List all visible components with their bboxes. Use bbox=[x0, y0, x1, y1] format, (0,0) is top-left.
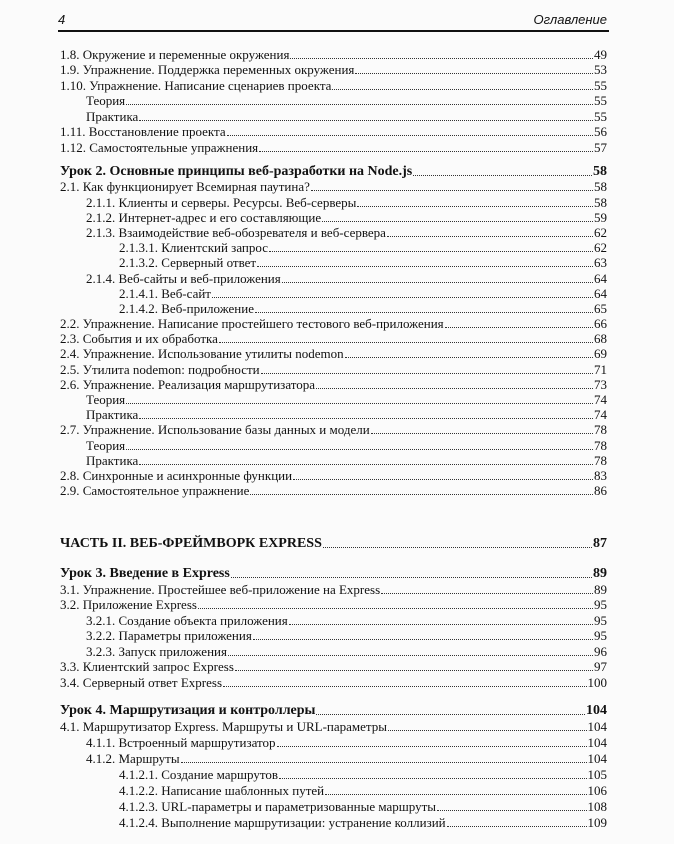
toc-entry-page: 65 bbox=[594, 300, 607, 316]
toc-entry-page: 78 bbox=[594, 452, 607, 468]
toc-entry-page: 83 bbox=[594, 467, 607, 483]
toc-entry[interactable] bbox=[60, 286, 607, 301]
toc-heading[interactable] bbox=[60, 564, 607, 581]
dot-leader bbox=[235, 670, 593, 671]
toc-entry-title: 2.8. Синхронные и асинхронные функции bbox=[60, 467, 293, 483]
toc-entry[interactable] bbox=[60, 108, 607, 124]
toc-entry-page: 59 bbox=[594, 209, 607, 225]
toc-entry-title: 2.7. Упражнение. Использование базы данных и модели bbox=[60, 422, 370, 438]
toc-entry-title: 2.9. Самостоятельное упражнение bbox=[60, 483, 250, 499]
running-title: Оглавление bbox=[533, 12, 607, 27]
toc-entry-page: 55 bbox=[594, 93, 607, 108]
dot-leader bbox=[126, 449, 593, 450]
running-header bbox=[58, 10, 609, 32]
toc-entry-title: 3.4. Серверный ответ Express bbox=[60, 674, 223, 690]
dot-leader bbox=[322, 221, 593, 222]
dot-leader bbox=[293, 479, 593, 480]
toc-entry-page: 95 bbox=[594, 612, 607, 628]
toc-entry-title: 4.1. Маршрутизатор Express. Маршруты и URL-параметры bbox=[60, 719, 387, 734]
toc-entry-page: 63 bbox=[594, 255, 607, 271]
toc-entry-title: Теория bbox=[86, 93, 126, 108]
toc-entry-title: 4.1.2.3. URL-параметры и параметризованные маршруты bbox=[119, 799, 437, 814]
toc-entry[interactable] bbox=[60, 240, 607, 255]
toc-entry-page: 89 bbox=[593, 566, 607, 581]
toc-entry-page: 95 bbox=[594, 628, 607, 643]
dot-leader bbox=[261, 373, 593, 374]
dot-leader bbox=[259, 151, 593, 152]
toc-section-part2 bbox=[60, 534, 607, 551]
toc-section-lesson2 bbox=[60, 164, 607, 498]
toc-entry-title: 3.2.3. Запуск приложения bbox=[86, 643, 227, 659]
toc-entry-page: 95 bbox=[594, 597, 607, 612]
toc-entry-title: Теория bbox=[86, 392, 126, 407]
toc-entry-page: 74 bbox=[594, 407, 607, 423]
dot-leader bbox=[219, 342, 593, 343]
toc-entry-page: 69 bbox=[594, 346, 607, 362]
dot-leader bbox=[139, 464, 593, 465]
dot-leader bbox=[357, 206, 593, 207]
toc-entry[interactable] bbox=[60, 581, 607, 597]
toc-entry-title: 2.5. Утилита nodemon: подробности bbox=[60, 361, 260, 377]
dot-leader bbox=[381, 593, 593, 594]
toc-entry-page: 104 bbox=[587, 751, 607, 766]
toc-section-lesson4 bbox=[60, 702, 607, 830]
toc-entry-page: 104 bbox=[587, 735, 607, 750]
dot-leader bbox=[231, 577, 592, 578]
toc-entry-page: 62 bbox=[594, 224, 607, 240]
toc-entry[interactable] bbox=[60, 392, 607, 407]
toc-entry-title: 2.1.4.1. Веб-сайт bbox=[119, 285, 211, 301]
toc-entry[interactable] bbox=[60, 301, 607, 316]
toc-entry[interactable] bbox=[60, 766, 607, 782]
toc-entry[interactable] bbox=[60, 674, 607, 690]
toc-entry[interactable] bbox=[60, 659, 607, 675]
toc-entry[interactable] bbox=[60, 437, 607, 452]
toc-entry[interactable] bbox=[60, 750, 607, 766]
toc-entry-title: 2.1.3. Взаимодействие веб-обозревателя и веб-сервера bbox=[86, 224, 386, 240]
toc-entry[interactable] bbox=[60, 270, 607, 285]
toc-entry-title: 1.8. Окружение и переменные окружения bbox=[60, 46, 290, 62]
toc-entry-title: 2.4. Упражнение. Использование утилиты nodemon bbox=[60, 346, 344, 362]
toc-entry-page: 58 bbox=[594, 194, 607, 210]
toc-entry-page: 49 bbox=[594, 46, 607, 62]
dot-leader bbox=[332, 89, 593, 90]
toc-entry-page: 55 bbox=[594, 108, 607, 124]
dot-leader bbox=[255, 312, 593, 313]
toc-entry-page: 64 bbox=[594, 285, 607, 301]
dot-leader bbox=[325, 794, 586, 795]
dot-leader bbox=[371, 433, 593, 434]
toc-entry[interactable] bbox=[60, 597, 607, 613]
toc-section-lesson3 bbox=[60, 564, 607, 690]
dot-leader bbox=[227, 135, 593, 136]
toc-entry-page: 56 bbox=[594, 124, 607, 139]
toc-heading[interactable] bbox=[60, 164, 607, 179]
toc-entry[interactable] bbox=[60, 453, 607, 468]
dot-leader bbox=[447, 826, 587, 827]
toc-entry[interactable] bbox=[60, 62, 607, 78]
toc-entry[interactable] bbox=[60, 643, 607, 659]
toc-entry-page: 96 bbox=[594, 643, 607, 659]
toc-entry-title: 2.1.4.2. Веб-приложение bbox=[119, 300, 254, 316]
toc-entry-title: 4.1.1. Встроенный маршрутизатор bbox=[86, 735, 276, 750]
toc-entry-title: 4.1.2.4. Выполнение маршрутизации: устранение коллизий bbox=[119, 815, 446, 830]
dot-leader bbox=[269, 251, 593, 252]
toc-entry[interactable] bbox=[60, 316, 607, 331]
toc-entry-title: Теория bbox=[86, 437, 126, 453]
toc-entry-page: 62 bbox=[594, 240, 607, 256]
toc-entry-page: 97 bbox=[594, 659, 607, 674]
toc-entry-page: 100 bbox=[587, 674, 607, 690]
dot-leader bbox=[388, 730, 587, 731]
toc-entry-title: 2.1.3.2. Серверный ответ bbox=[119, 255, 257, 271]
toc-entry-page: 108 bbox=[587, 799, 607, 814]
toc-entry[interactable] bbox=[60, 483, 607, 498]
toc-entry-title: 3.2.1. Создание объекта приложения bbox=[86, 612, 288, 628]
dot-leader bbox=[345, 357, 593, 358]
toc-entry-title: Урок 4. Маршрутизация и контроллеры bbox=[60, 703, 316, 718]
toc-entry[interactable] bbox=[60, 77, 607, 93]
dot-leader bbox=[257, 266, 593, 267]
toc-entry-title: Практика bbox=[86, 407, 139, 423]
dot-leader bbox=[277, 746, 587, 747]
toc-entry-page: 58 bbox=[593, 164, 607, 180]
toc-entry-title: 4.1.2.1. Создание маршрутов bbox=[119, 767, 279, 782]
dot-leader bbox=[126, 104, 593, 105]
dot-leader bbox=[437, 810, 586, 811]
toc-heading[interactable] bbox=[60, 534, 607, 551]
toc-entry[interactable] bbox=[60, 346, 607, 361]
dot-leader bbox=[139, 418, 593, 419]
toc-entry-page: 53 bbox=[594, 62, 607, 77]
toc-entry[interactable] bbox=[60, 46, 607, 62]
dot-leader bbox=[181, 762, 587, 763]
toc-entry-page: 58 bbox=[594, 179, 607, 195]
dot-leader bbox=[282, 282, 593, 283]
toc-entry-page: 78 bbox=[594, 437, 607, 453]
dot-leader bbox=[355, 73, 593, 74]
toc-entry-page: 109 bbox=[587, 815, 607, 830]
toc-entry[interactable] bbox=[60, 612, 607, 628]
toc-entry-page: 104 bbox=[586, 703, 607, 718]
toc-entry-page: 89 bbox=[594, 581, 607, 597]
dot-leader bbox=[316, 714, 585, 715]
toc-entry-title: 1.12. Самостоятельные упражнения bbox=[60, 139, 259, 155]
toc-entry-title: 2.1.3.1. Клиентский запрос bbox=[119, 240, 268, 256]
toc-entry-title: Практика bbox=[86, 108, 139, 124]
toc-entry-title: Урок 3. Введение в Express bbox=[60, 566, 230, 581]
toc-entry-page: 104 bbox=[587, 719, 607, 734]
toc-entry-page: 66 bbox=[594, 316, 607, 332]
toc-entry[interactable] bbox=[60, 361, 607, 376]
toc-entry-page: 68 bbox=[594, 331, 607, 347]
toc-entry-title: 4.1.2. Маршруты bbox=[86, 751, 180, 766]
toc-entry[interactable] bbox=[60, 422, 607, 437]
dot-leader bbox=[126, 403, 593, 404]
toc-entry[interactable] bbox=[60, 225, 607, 240]
toc-entry[interactable] bbox=[60, 628, 607, 644]
toc-entry[interactable] bbox=[60, 331, 607, 346]
toc-entry[interactable] bbox=[60, 798, 607, 814]
toc-entry[interactable] bbox=[60, 734, 607, 750]
toc-entry[interactable] bbox=[60, 407, 607, 422]
dot-leader bbox=[223, 686, 586, 687]
toc-entry-page: 78 bbox=[594, 422, 607, 438]
toc-entry-title: 2.1.1. Клиенты и серверы. Ресурсы. Веб-серверы bbox=[86, 194, 357, 210]
toc-entry-page: 55 bbox=[594, 77, 607, 93]
dot-leader bbox=[387, 236, 593, 237]
toc-entry[interactable] bbox=[60, 210, 607, 225]
dot-leader bbox=[139, 120, 593, 121]
toc-entry[interactable] bbox=[60, 93, 607, 109]
toc-entry-title: 3.2. Приложение Express bbox=[60, 597, 197, 612]
toc-entry-title: 2.6. Упражнение. Реализация маршрутизатора bbox=[60, 376, 316, 392]
toc-entry-title: 3.2.2. Параметры приложения bbox=[86, 628, 252, 643]
toc-entry-page: 71 bbox=[594, 361, 607, 377]
dot-leader bbox=[212, 297, 593, 298]
toc-entry-page: 86 bbox=[594, 483, 607, 499]
toc-entry-title: 2.2. Упражнение. Написание простейшего тестового веб-приложения bbox=[60, 316, 444, 332]
toc-entry-title: 4.1.2.2. Написание шаблонных путей bbox=[119, 783, 325, 798]
dot-leader bbox=[413, 175, 592, 176]
toc-entry-title: 3.1. Упражнение. Простейшее веб-приложение на Express bbox=[60, 581, 381, 597]
toc-entry-title: 2.3. События и их обработка bbox=[60, 331, 218, 347]
toc-entry-title: Практика bbox=[86, 452, 139, 468]
page-number: 4 bbox=[58, 12, 66, 27]
toc-entry[interactable] bbox=[60, 782, 607, 798]
dot-leader bbox=[323, 547, 592, 548]
toc-entry[interactable] bbox=[60, 718, 607, 734]
dot-leader bbox=[198, 608, 593, 609]
dot-leader bbox=[250, 494, 593, 495]
toc-entry[interactable] bbox=[60, 377, 607, 392]
toc-entry[interactable] bbox=[60, 814, 607, 830]
toc-entry-page: 64 bbox=[594, 270, 607, 286]
toc-entry-title: 1.9. Упражнение. Поддержка переменных окружения bbox=[60, 62, 355, 77]
dot-leader bbox=[316, 388, 593, 389]
dot-leader bbox=[289, 624, 593, 625]
dot-leader bbox=[279, 778, 586, 779]
toc-entry[interactable] bbox=[60, 179, 607, 194]
dot-leader bbox=[445, 327, 593, 328]
toc-entry-title: 1.11. Восстановление проекта bbox=[60, 124, 226, 139]
toc-entry-page: 87 bbox=[593, 536, 607, 551]
toc-entry-title: ЧАСТЬ II. ВЕБ-ФРЕЙМВОРК EXPRESS bbox=[60, 536, 322, 551]
dot-leader bbox=[253, 639, 593, 640]
toc-section-lesson1-end bbox=[60, 46, 607, 155]
toc-entry-page: 106 bbox=[587, 783, 607, 798]
toc-entry-title: 3.3. Клиентский запрос Express bbox=[60, 659, 234, 674]
toc-entry-title: 2.1.4. Веб-сайты и веб-приложения bbox=[86, 270, 281, 286]
toc-heading[interactable] bbox=[60, 702, 607, 718]
toc-entry[interactable] bbox=[60, 468, 607, 483]
toc-entry-title: 2.1. Как функционирует Всемирная паутина? bbox=[60, 179, 310, 195]
dot-leader bbox=[311, 190, 593, 191]
toc-entry[interactable] bbox=[60, 194, 607, 209]
dot-leader bbox=[290, 58, 593, 59]
toc-entry-title: 1.10. Упражнение. Написание сценариев проекта bbox=[60, 77, 332, 93]
toc-entry-title: Урок 2. Основные принципы веб-разработки на Node.js bbox=[60, 164, 413, 180]
toc-entry-page: 73 bbox=[594, 376, 607, 392]
toc-entry[interactable] bbox=[60, 139, 607, 155]
toc-entry-page: 74 bbox=[594, 392, 607, 407]
dot-leader bbox=[228, 655, 593, 656]
toc-entry[interactable] bbox=[60, 255, 607, 270]
toc-entry[interactable] bbox=[60, 124, 607, 140]
toc-entry-page: 57 bbox=[594, 139, 607, 155]
toc-entry-page: 105 bbox=[587, 767, 607, 782]
toc-entry-title: 2.1.2. Интернет-адрес и его составляющие bbox=[86, 209, 322, 225]
